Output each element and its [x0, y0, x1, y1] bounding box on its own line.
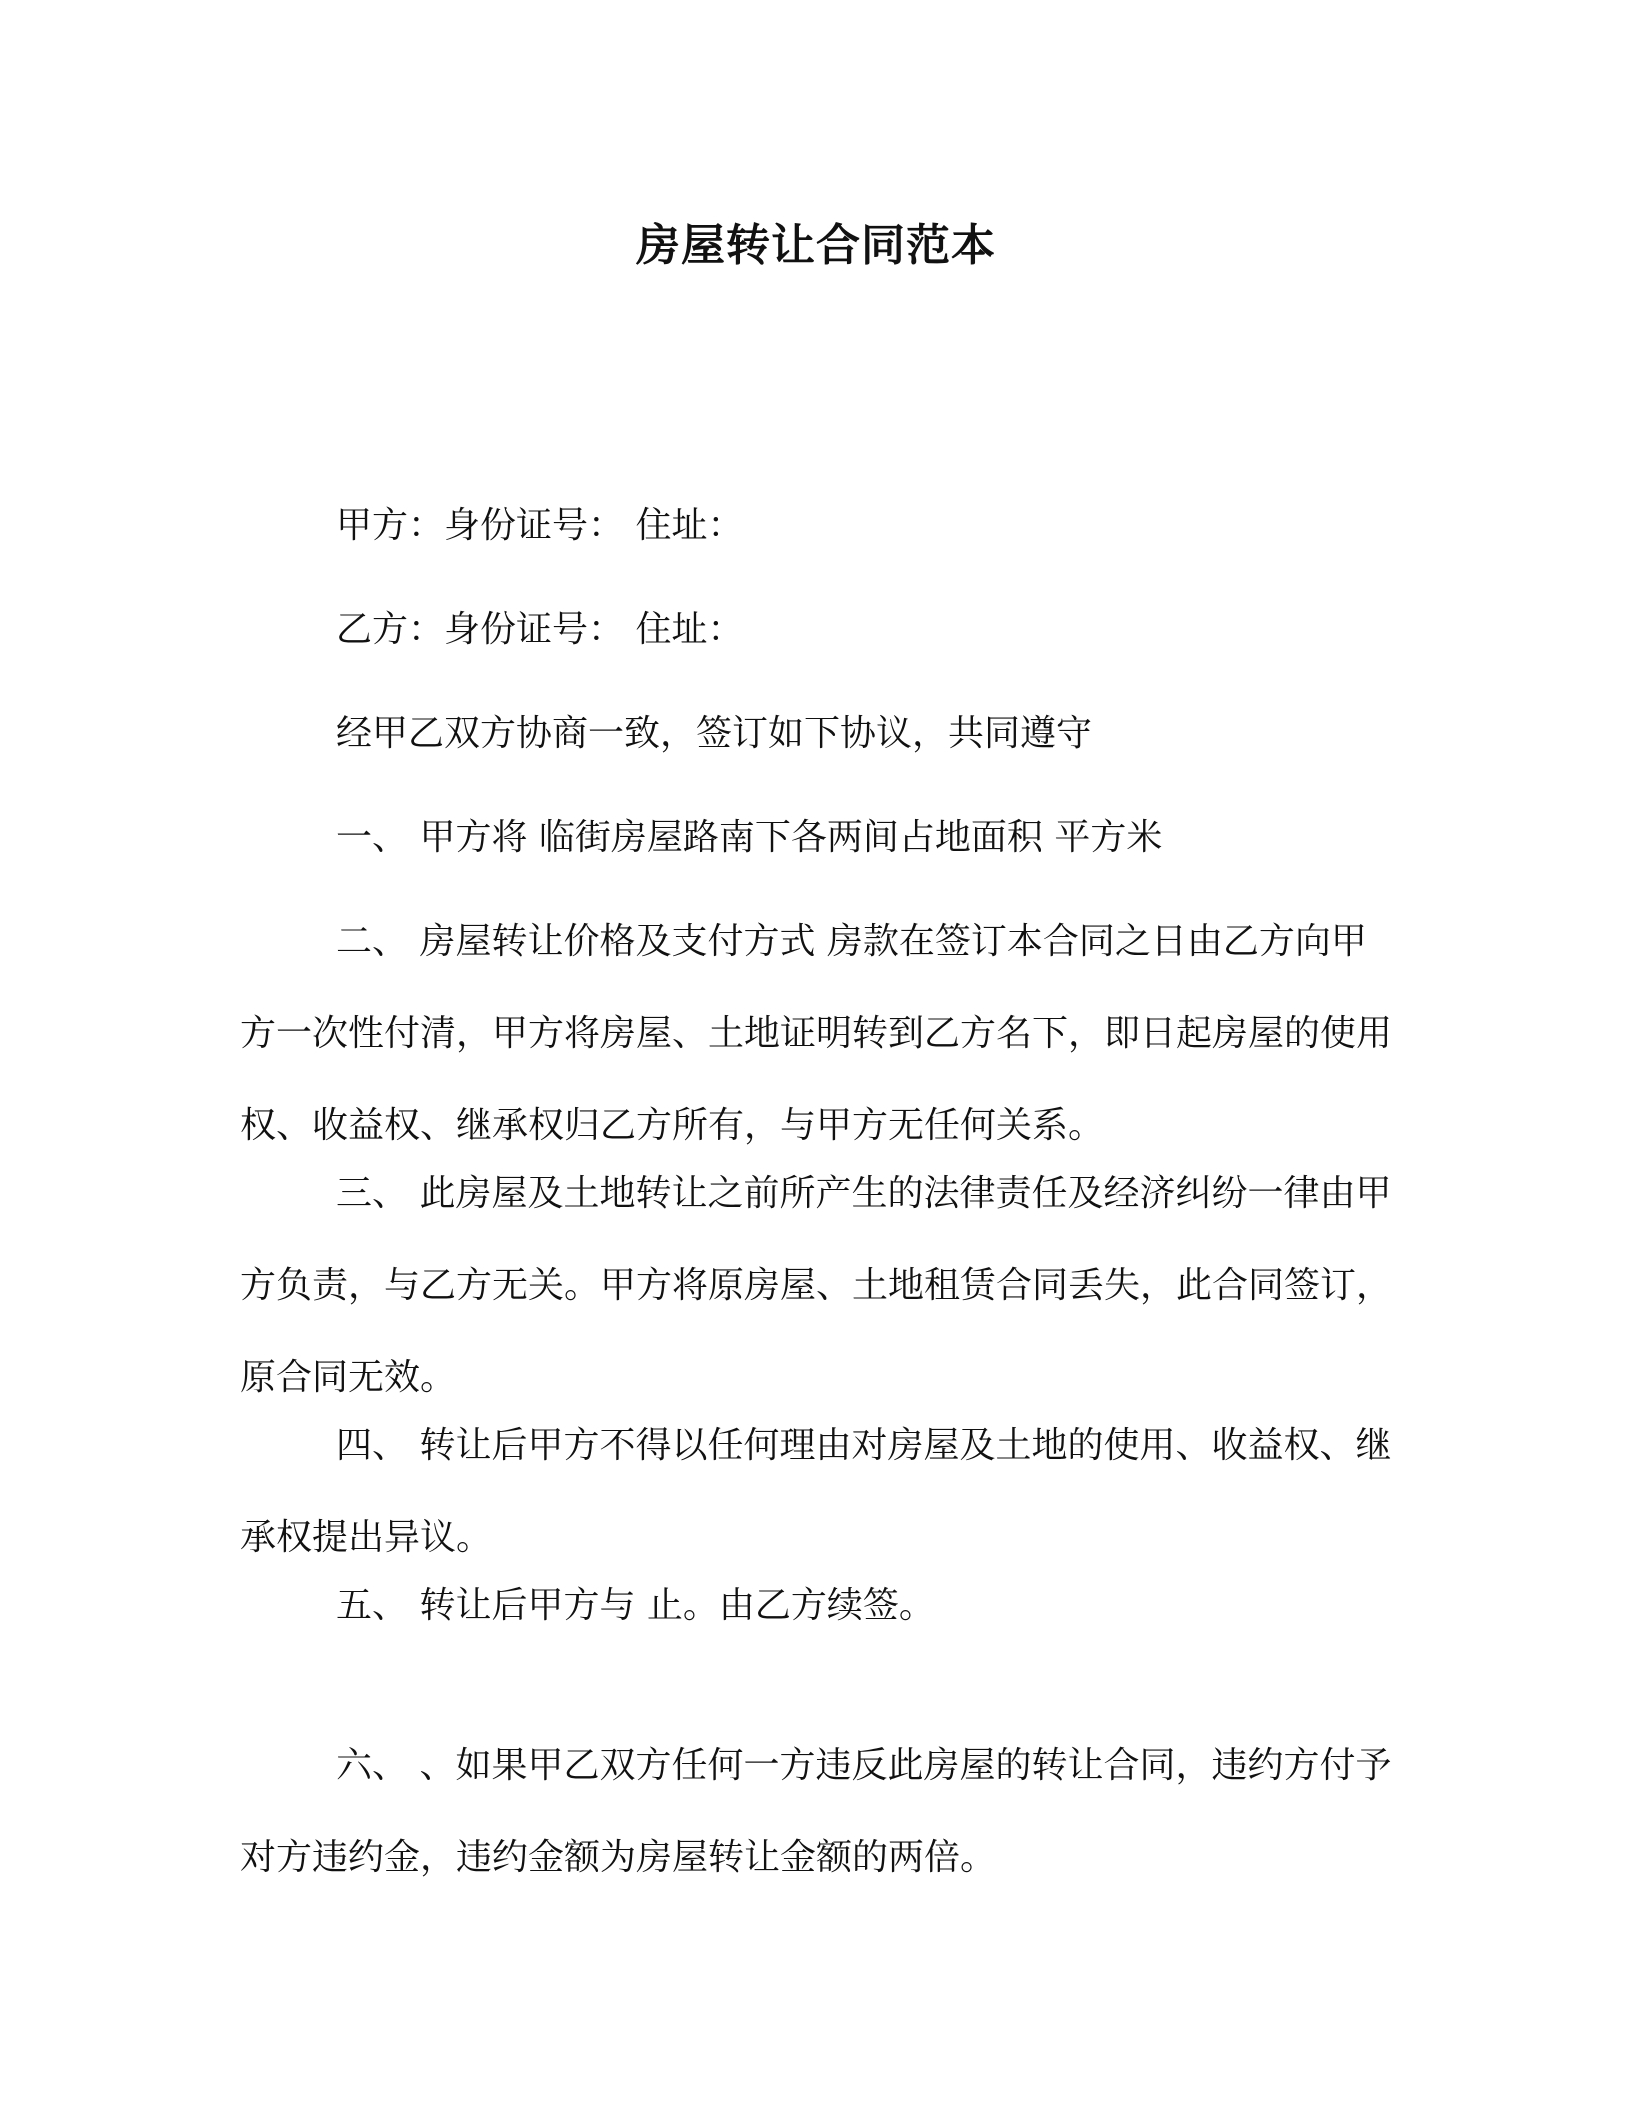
clause-1: 一、 甲方将 临街房屋路南下各两间占地面积 平方米	[336, 817, 1163, 858]
clause-4: 四、 转让后甲方不得以任何理由对房屋及土地的使用、收益权、继承权提出异议。	[240, 1425, 1392, 1558]
document-title: 房屋转让合同范本	[636, 220, 996, 271]
party-b-line: 乙方：身份证号： 住址：	[336, 609, 744, 650]
clause-5: 五、 转让后甲方与 止。由乙方续签。	[336, 1585, 935, 1626]
agreement-intro: 经甲乙双方协商一致，签订如下协议，共同遵守	[336, 713, 1093, 754]
clause-2: 二、 房屋转让价格及支付方式 房款在签订本合同之日由乙方向甲方一次性付清，甲方将房屋、土地证明转到乙方名下，即日起房屋的使用权、收益权、继承权归乙方所有，与甲方无任何关系。	[240, 921, 1393, 1146]
clause-3: 三、 此房屋及土地转让之前所产生的法律责任及经济纠纷一律由甲方负责，与乙方无关。甲方将原房屋、土地租赁合同丢失，此合同签订，原合同无效。	[240, 1173, 1393, 1398]
clause-6: 六、 、如果甲乙双方任何一方违反此房屋的转让合同，违约方付予对方违约金，违约金额为房屋转让金额的两倍。	[240, 1745, 1392, 1878]
party-a-line: 甲方：身份证号： 住址：	[336, 505, 744, 546]
